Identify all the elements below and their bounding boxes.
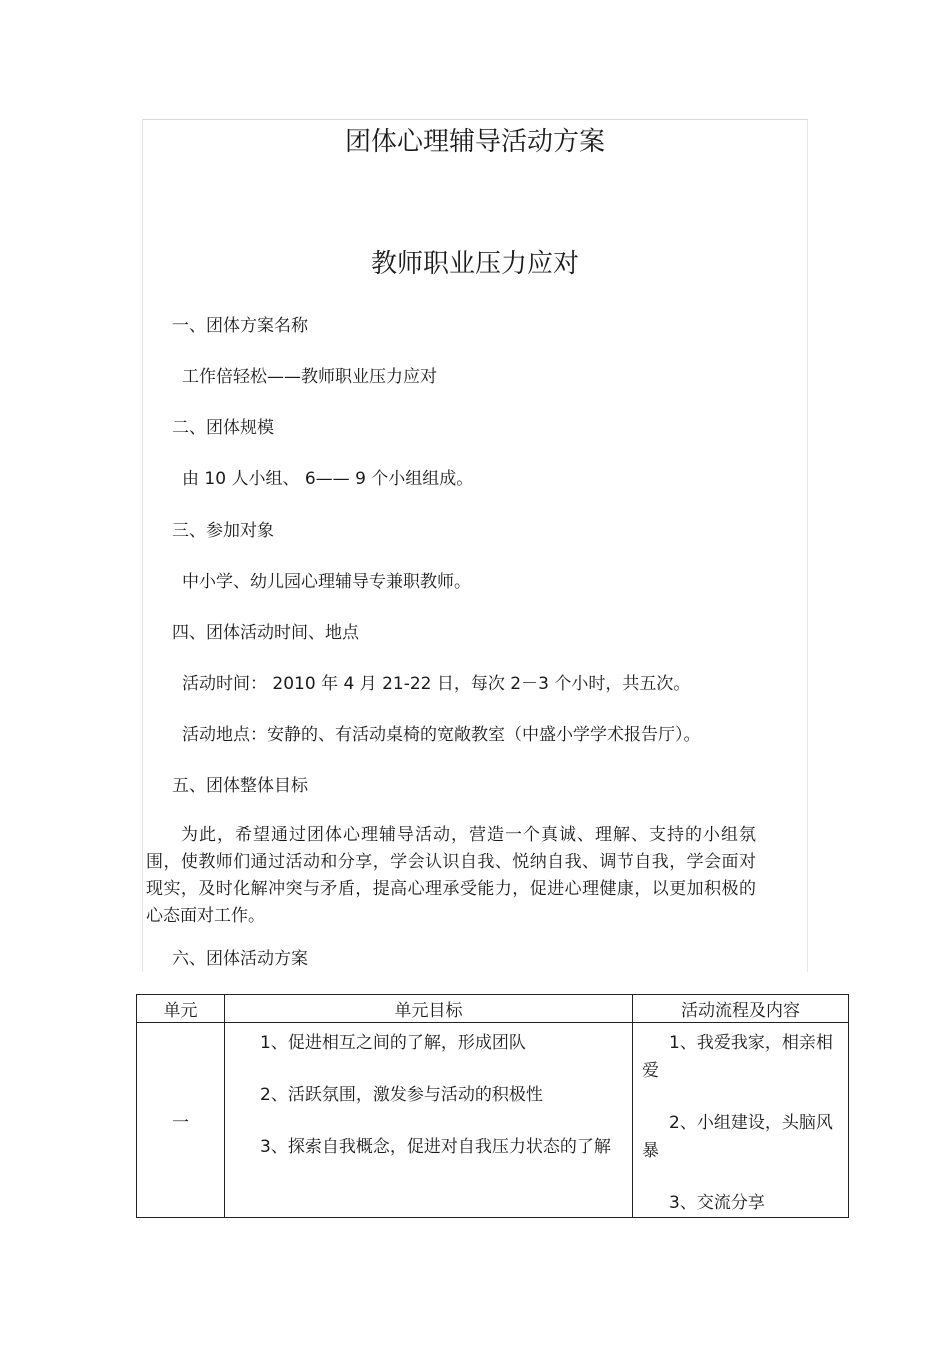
- overall-goal-paragraph: 为此，希望通过团体心理辅导活动，营造一个真诚、理解、支持的小组氛围，使教师们通过活动和分享，学会认识自我、悦纳自我、调节自我，学会面对现实，及时化解冲突与矛盾，提高心理承受能力，促进心理健康，以更加积极的心态面对工作。: [146, 825, 756, 926]
- section-heading-3: 三、参加对象: [172, 521, 274, 541]
- section-text-2: 由 10 人小组、 6—— 9 个小组组成。: [182, 469, 474, 489]
- section-heading-1: 一、团体方案名称: [172, 316, 308, 336]
- activity-location: 活动地点：安静的、有活动桌椅的宽敞教室（中盛小学学术报告厅）。: [182, 725, 701, 745]
- activity-item: 3、交流分享: [669, 1193, 765, 1213]
- activity-plan-table: [136, 994, 849, 1218]
- activities-cell: [633, 1023, 849, 1218]
- activity-time: 活动时间： 2010 年 4 月 21-22 日，每次 2－3 个小时，共五次。: [182, 674, 691, 694]
- table-header-row: [137, 995, 849, 1023]
- unit-goals-cell: [225, 1023, 633, 1218]
- section-heading-2: 二、团体规模: [172, 418, 274, 438]
- section-heading-6: 六、团体活动方案: [172, 949, 308, 969]
- goal-item: 2、活跃氛围，激发参与活动的积极性: [260, 1085, 543, 1105]
- document-title: 团体心理辅导活动方案: [344, 127, 605, 157]
- document-subtitle: 教师职业压力应对: [370, 249, 579, 279]
- section-text-1: 工作倍轻松——教师职业压力应对: [182, 367, 437, 387]
- activity-item: 2、小组建设，头脑风暴: [642, 1113, 833, 1161]
- section-heading-4: 四、团体活动时间、地点: [172, 623, 359, 643]
- activity-item: 1、我爱我家，相亲相爱: [642, 1033, 833, 1081]
- header-activities: 活动流程及内容: [633, 995, 849, 1023]
- goal-item: 1、促进相互之间的了解，形成团队: [260, 1033, 526, 1053]
- section-text-3: 中小学、幼儿园心理辅导专兼职教师。: [182, 572, 471, 592]
- header-unit: 单元: [137, 995, 225, 1023]
- unit-cell: 一: [137, 1023, 225, 1218]
- header-unit-goals: 单元目标: [225, 995, 633, 1023]
- goal-item: 3、探索自我概念，促进对自我压力状态的了解: [260, 1137, 611, 1157]
- section-heading-5: 五、团体整体目标: [172, 776, 308, 796]
- table-row: [137, 1023, 849, 1218]
